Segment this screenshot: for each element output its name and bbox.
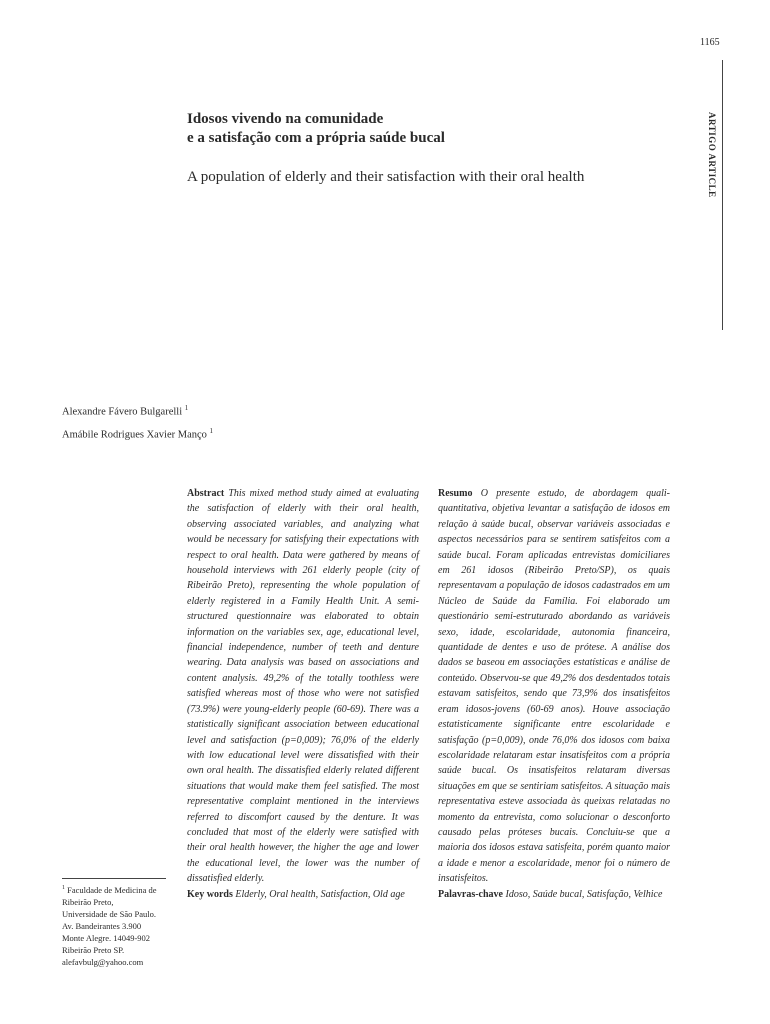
title-portuguese [187,110,667,148]
author-email: alefavbulg@yahoo.com [62,957,144,968]
footnote-divider [62,878,166,879]
section-label: ARTIGO ARTICLE [707,112,717,198]
abstract-english [187,486,419,902]
author-list [62,399,362,444]
abstract-text: This mixed method study aimed at evaluating the satisfaction of elderly with their oral health, observing associated variables, and analyzing what would be necessary for satisfying their expectations with respect to oral health. Data were gathered by means of household interviews with 261 elderly people (city of Ribeirão Preto), representing the whole population of elderly registered in a Family Health Unit. A semi-structured questionnaire was elaborated to obtain information on the variables sex, age, educational level, financial independence, number of teeth and denture wearing. Data analysis was based on associations and content analysis. 49,2% of the totally toothless were satisfied whereas most of those who were not satisfied (73.9%) were young-elderly people (60-69). There was a statistically significant association between educational level and satisfaction (p=0,009); 76,0% of the elderly with low educational level were dissatisfied with their own oral health. The dissatisfied elderly related different situations that would make them feel satisfied. The most representative complaint mentioned in the interviews referred to discomfort caused by the denture. It was concluded that most of the elderly were satisfied with their oral health however, the higher the age and lower the educational level, the lower was the number of dissatisfied elderly. [187,488,420,885]
resumo-label: Resumo [438,488,473,499]
title-english: A population of elderly and their satisfaction with their oral health [187,169,585,185]
author: Alexandre Fávero Bulgarelli $^1$ [62,404,189,418]
abstract-label: Abstract [187,488,225,499]
title-line-2: e a satisfação com a própria saúde bucal [187,130,445,146]
resumo-text: O presente estudo, de abordagem quali-quantitativa, objetiva levantar a satisfação de idosos em relação à saúde bucal, observar variáveis associadas e aspectos necessários para se sentirem satisfeitos com a saúde bucal. Foram aplicadas entrevistas domiciliares em 261 idosos (Ribeirão Preto/SP), os quais representavam a população de idosos cadastrados em um Núcleo de Saúde da Família. Foi elaborado um questionário semi-estruturado abordando as variáveis sexo, idade, escolaridade, autonomia financeira, quantidade de dentes e uso de prótese. A análise dos dados se baseou em associações estatísticas e análise de conteúdo. Observou-se que 49,2% dos desdentados totais estavam satisfeitos, sendo que 73,9% dos insatisfeitos eram idosos-jovens (60-69 anos). Houve associação estatisticamente significante entre escolaridade e satisfação (p=0,009), onde 76,0% dos idosos com baixa escolaridade relataram estar insatisfeitos com a própria saúde bucal. Os insatisfeitos relataram diversas situações em que se sentiriam satisfeitos. A situação mais representativa esteve associada às queixas relatadas no momento da entrevista, como solucionar o desconforto causado pelas próteses bucais. Concluiu-se que a maioria dos idosos estava satisfeita, porém quanto maior a idade e menor a escolaridade, menor foi o número de insatisfeitos. [438,488,671,885]
palavras-chave: Idoso, Saúde bucal, Satisfação, Velhice [505,888,663,900]
author-affiliation: $^1$ Faculdade de Medicina de Ribeirão Preto, Universidade de São Paulo. Av. Bandeirantes 3.900 Monte Alegre. 14049-902 Ribeirão Preto SP. alefavbulg@yahoo.com [62,882,182,968]
palavras-chave-label: Palavras-chave [438,888,503,900]
keywords: Elderly, Oral health, Satisfaction, Old age [235,888,405,900]
page-number: 1165 [700,37,720,48]
title-line-1: Idosos vivendo na comunidade [187,111,384,127]
abstract-portuguese [438,486,670,902]
keywords-label: Key words [187,888,233,900]
section-divider [722,60,723,330]
author: Amábile Rodrigues Xavier Manço $^1$ [62,426,214,440]
